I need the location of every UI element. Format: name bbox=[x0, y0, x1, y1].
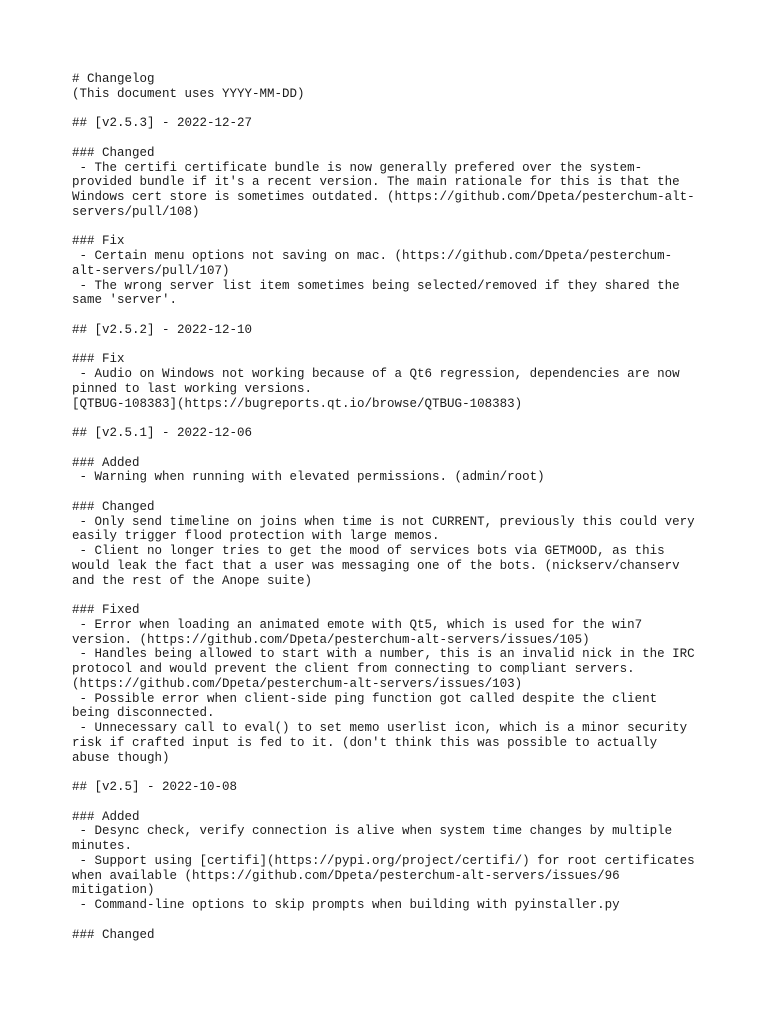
text-line: minutes. bbox=[72, 839, 133, 853]
blank-line bbox=[72, 411, 712, 426]
text-line: provided bundle if it's a recent version. The main rationale for this is that the bbox=[72, 175, 680, 190]
blank-line bbox=[72, 795, 712, 810]
section-heading: ### Fixed bbox=[72, 603, 140, 617]
text-line: - The certifi certificate bundle is now generally prefered over the system- bbox=[72, 160, 643, 175]
blank-line bbox=[72, 765, 712, 780]
text-line: easily trigger flood protection with large memos. bbox=[72, 529, 440, 544]
text-line: would leak the fact that a user was messaging one of the bots. (nickserv/chanserv bbox=[72, 558, 680, 573]
text-line: Windows cert store is sometimes outdated. (https://github.com/Dpeta/pesterchum-alt- bbox=[72, 190, 695, 204]
doc-title: # Changelog bbox=[72, 72, 155, 86]
blank-line bbox=[72, 308, 712, 323]
blank-line bbox=[72, 102, 712, 117]
blank-line bbox=[72, 131, 712, 146]
blank-line bbox=[72, 220, 712, 235]
text-line: when available (https://github.com/Dpeta/pesterchum-alt-servers/issues/96 bbox=[72, 868, 620, 883]
text-line: risk if crafted input is fed to it. (don't think this was possible to actually bbox=[72, 735, 658, 750]
text-line: protocol and would prevent the client from connecting to compliant servers. bbox=[72, 662, 635, 676]
text-line: - Certain menu options not saving on mac. (https://github.com/Dpeta/pesterchum- bbox=[72, 249, 673, 263]
section-heading: ### Changed bbox=[72, 927, 155, 942]
text-line: [QTBUG-108383](https://bugreports.qt.io/browse/QTBUG-108383) bbox=[72, 396, 523, 411]
text-line: - Possible error when client-side ping function got called despite the client bbox=[72, 691, 658, 706]
text-line: and the rest of the Anope suite) bbox=[72, 573, 313, 588]
text-line: - Error when loading an animated emote with Qt5, which is used for the win7 bbox=[72, 617, 643, 632]
text-line: - Audio on Windows not working because of a Qt6 regression, dependencies are now bbox=[72, 367, 680, 381]
doc-subtitle: (This document uses YYYY-MM-DD) bbox=[72, 86, 305, 101]
text-line: servers/pull/108) bbox=[72, 204, 200, 219]
section-heading: ### Added bbox=[72, 455, 140, 470]
blank-line bbox=[72, 588, 712, 603]
section-heading: ### Changed bbox=[72, 499, 155, 514]
blank-line bbox=[72, 485, 712, 500]
section-heading: ### Changed bbox=[72, 145, 155, 160]
text-line: - Unnecessary call to eval() to set memo userlist icon, which is a minor security bbox=[72, 721, 688, 735]
section-heading: ### Fix bbox=[72, 234, 125, 249]
text-line: pinned to last working versions. bbox=[72, 381, 313, 396]
text-line: - Support using [certifi](https://pypi.org/project/certifi/) for root certificates bbox=[72, 853, 695, 868]
text-line: being disconnected. bbox=[72, 706, 215, 721]
text-line: - Warning when running with elevated permissions. (admin/root) bbox=[72, 470, 545, 485]
text-line: same 'server'. bbox=[72, 293, 178, 308]
blank-line bbox=[72, 913, 712, 928]
text-line: version. (https://github.com/Dpeta/pesterchum-alt-servers/issues/105) bbox=[72, 632, 590, 647]
blank-line bbox=[72, 338, 712, 353]
changelog-document bbox=[72, 72, 712, 942]
text-line: - Handles being allowed to start with a number, this is an invalid nick in the IRC bbox=[72, 647, 695, 662]
version-heading: ## [v2.5.3] - 2022-12-27 bbox=[72, 116, 253, 131]
text-line: - Client no longer tries to get the mood of services bots via GETMOOD, as this bbox=[72, 544, 665, 558]
text-line: alt-servers/pull/107) bbox=[72, 263, 230, 278]
text-line: - The wrong server list item sometimes being selected/removed if they shared the bbox=[72, 278, 680, 293]
version-heading: ## [v2.5.2] - 2022-12-10 bbox=[72, 322, 253, 337]
section-heading: ### Added bbox=[72, 809, 140, 824]
text-line: - Only send timeline on joins when time is not CURRENT, previously this could very bbox=[72, 514, 695, 529]
text-line: (https://github.com/Dpeta/pesterchum-alt-servers/issues/103) bbox=[72, 676, 523, 691]
text-line: abuse though) bbox=[72, 750, 170, 765]
version-heading: ## [v2.5.1] - 2022-12-06 bbox=[72, 426, 253, 440]
version-heading: ## [v2.5] - 2022-10-08 bbox=[72, 780, 238, 794]
text-line: mitigation) bbox=[72, 883, 155, 898]
blank-line bbox=[72, 441, 712, 456]
text-line: - Command-line options to skip prompts when building with pyinstaller.py bbox=[72, 898, 620, 912]
text-line: - Desync check, verify connection is alive when system time changes by multiple bbox=[72, 824, 673, 839]
section-heading: ### Fix bbox=[72, 352, 125, 367]
